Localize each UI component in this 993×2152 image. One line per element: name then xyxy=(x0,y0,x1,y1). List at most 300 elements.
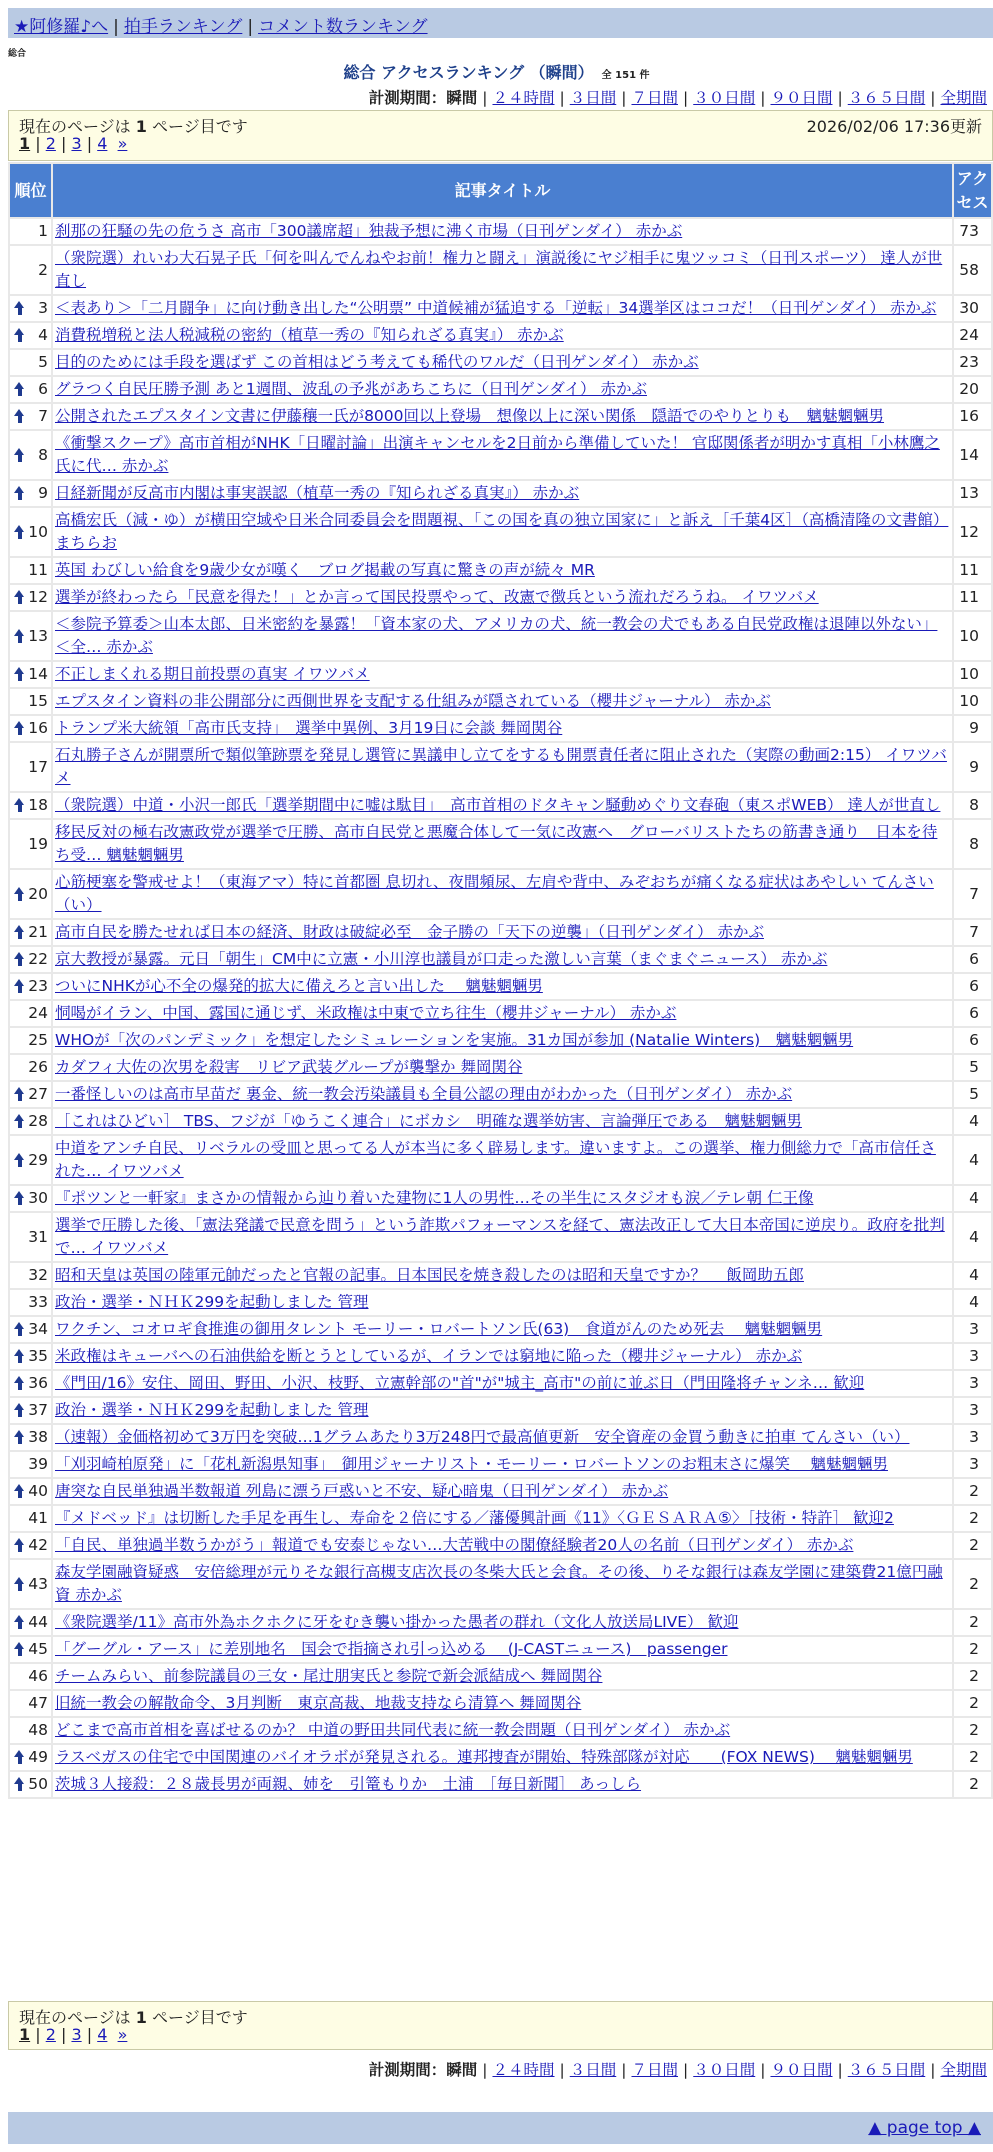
arrow-up-icon xyxy=(14,1484,25,1498)
rank-number: 28 xyxy=(28,1112,48,1130)
period-option-link[interactable]: 全期間 xyxy=(940,89,987,107)
arrow-up-icon xyxy=(14,486,25,500)
rank-cell xyxy=(10,1136,51,1184)
article-link[interactable]: ラスベガスの住宅で中国関連のバイオラボが発見される。連邦捜査が開始、特殊部隊が対応 (FOX NEWS) 魑魅魍魎男 xyxy=(55,1748,913,1766)
title-cell xyxy=(53,1109,952,1134)
table-row xyxy=(10,404,991,429)
article-link[interactable]: 消費税増税と法人税減税の密約（植草一秀の『知られざる真実』） 赤かぶ xyxy=(55,326,564,344)
access-count: 2 xyxy=(954,1718,991,1743)
arrow-up-icon xyxy=(14,1750,25,1764)
rank-number: 14 xyxy=(28,665,48,683)
rank-cell xyxy=(10,1082,51,1107)
arrow-up-icon xyxy=(14,382,25,396)
access-count: 13 xyxy=(954,481,991,506)
arrow-up-icon xyxy=(14,1642,25,1656)
rank-number: 37 xyxy=(28,1401,48,1419)
table-row xyxy=(10,1055,991,1080)
article-link[interactable]: 『メドベッド』は切断した手足を再生し、寿命を２倍にする／藩優興計画《11》〈ＧＥＳＡＲＡ⑤〉［技術・特許］ 歓迎2 xyxy=(55,1509,894,1527)
article-link[interactable]: 唐突な自民単独過半数報道 列島に漂う戸惑いと不安、疑心暗鬼（日刊ゲンダイ） 赤かぶ xyxy=(55,1482,669,1500)
period-option-link[interactable]: ３６５日間 xyxy=(847,89,926,107)
article-link[interactable]: どこまで高市首相を喜ばせるのか？ 中道の野田共同代表に統一教会問題（日刊ゲンダイ） 赤かぶ xyxy=(55,1721,731,1739)
rank-number: 13 xyxy=(28,626,48,645)
article-link[interactable]: （衆院選）れいわ大石晃子氏「何を叫んでんねやお前！権力と闘え」演説後にヤジ相手に鬼ツッコミ（日刊スポーツ） 達人が世直し xyxy=(55,249,943,290)
access-count: 6 xyxy=(954,1028,991,1053)
title-cell xyxy=(53,1772,952,1797)
table-row xyxy=(10,662,991,687)
access-count: 6 xyxy=(954,1001,991,1026)
title-cell xyxy=(53,1506,952,1531)
rank-cell xyxy=(10,1718,51,1743)
rank-number: 2 xyxy=(38,260,48,279)
rank-number: 6 xyxy=(38,380,48,398)
rank-cell xyxy=(10,219,51,244)
period-separator: | xyxy=(559,2061,565,2079)
pager-next-link[interactable]: » xyxy=(117,2025,128,2044)
rank-number: 46 xyxy=(28,1667,48,1685)
title-cell xyxy=(53,743,952,791)
pager-link-4[interactable]: 4 xyxy=(97,2025,108,2044)
article-link[interactable]: 高市自民を勝たせれば日本の経済、財政は破綻必至 金子勝の「天下の逆襲」（日刊ゲンダイ） 赤かぶ xyxy=(55,923,764,941)
rank-cell xyxy=(10,558,51,583)
rank-number: 33 xyxy=(28,1293,48,1311)
rank-number: 34 xyxy=(28,1320,48,1338)
table-row xyxy=(10,296,991,321)
title-cell xyxy=(53,508,952,556)
page-top-link[interactable]: ▲ page top ▲ xyxy=(868,2118,981,2138)
article-link[interactable]: 政治・選挙・ＮＨＫ299を起動しました 管理 xyxy=(55,1401,369,1419)
period-option-link[interactable]: ２４時間 xyxy=(492,89,555,107)
table-row xyxy=(10,1001,991,1026)
pager-next-link[interactable]: » xyxy=(117,134,128,153)
period-current: 瞬間 xyxy=(446,89,478,107)
title-cell xyxy=(53,1637,952,1662)
comment-ranking-link[interactable]: コメント数ランキング xyxy=(258,17,428,37)
period-separator: | xyxy=(837,89,843,107)
page-info-text: 現在のページは 1 ページ目です xyxy=(19,2008,248,2027)
article-link[interactable]: 「刈羽崎柏原発」に「花札新潟県知事」 御用ジャーナリスト・モーリー・ロバートソンのお粗末さに爆笑 魑魅魍魎男 xyxy=(55,1455,888,1473)
access-count: 2 xyxy=(954,1560,991,1608)
period-label: 計測期間： xyxy=(368,2061,447,2079)
table-row xyxy=(10,920,991,945)
article-link[interactable]: ＜表あり＞「二月闘争」に向け動き出した“公明票” 中道候補が猛追する「逆転」34選挙区はココだ！（日刊ゲンダイ） 赤かぶ xyxy=(55,299,937,317)
rank-cell xyxy=(10,377,51,402)
rank-cell xyxy=(10,1610,51,1635)
table-row xyxy=(10,716,991,741)
table-row xyxy=(10,1398,991,1423)
title-cell xyxy=(53,1718,952,1743)
item-count: 全 151 件 xyxy=(601,70,650,81)
article-link[interactable]: 石丸勝子さんが開票所で類似筆跡票を発見し選管に異議申し立てをするも開票責任者に阻止された（実際の動画2:15） イワツバメ xyxy=(55,746,947,787)
home-link[interactable]: ★阿修羅♪へ xyxy=(14,17,109,37)
access-count: 9 xyxy=(954,716,991,741)
access-count: 2 xyxy=(954,1533,991,1558)
rank-number: 21 xyxy=(28,923,48,941)
period-option-link[interactable]: 全期間 xyxy=(940,2061,987,2079)
period-selector-top xyxy=(369,86,987,108)
col-rank-header: 順位 xyxy=(10,164,51,217)
rank-number: 24 xyxy=(28,1004,48,1022)
access-count: 10 xyxy=(954,612,991,660)
arrow-up-icon xyxy=(14,1376,25,1390)
article-link[interactable]: ［これはひどい］ TBS、フジが「ゆうこく連合」にボカシ 明確な選挙妨害、言論弾圧である 魑魅魍魎男 xyxy=(55,1112,802,1130)
rank-cell xyxy=(10,662,51,687)
arrow-up-icon xyxy=(14,979,25,993)
arrow-up-icon xyxy=(14,887,25,901)
article-link[interactable]: ＜参院予算委＞山本太郎、日米密約を暴露！「資本家の犬、アメリカの犬、統一教会の犬でもある自民党政権は退陣以外ない」＜全… 赤かぶ xyxy=(55,615,938,656)
page-info-text: 現在のページは 1 ページ目です xyxy=(19,117,248,136)
title-cell xyxy=(53,323,952,348)
article-link[interactable]: 一番怪しいのは高市早苗だ 裏金、統一教会汚染議員も全員公認の理由がわかった（日刊ゲンダイ） 赤かぶ xyxy=(55,1085,793,1103)
arrow-up-icon xyxy=(14,590,25,604)
access-count: 5 xyxy=(954,1055,991,1080)
article-link[interactable]: 不正しまくれる期日前投票の真実 イワツバメ xyxy=(55,665,370,683)
rank-cell xyxy=(10,820,51,868)
rank-cell xyxy=(10,350,51,375)
access-count: 10 xyxy=(954,662,991,687)
period-separator: | xyxy=(760,89,766,107)
article-link[interactable]: （衆院選）中道・小沢一郎氏「選挙期間中に嘘は駄目」 高市首相のドタキャン騒動めぐり文春砲（東スポWEB） 達人が世直し xyxy=(55,796,941,814)
title-cell xyxy=(53,219,952,244)
rank-number: 29 xyxy=(28,1150,48,1169)
article-link[interactable]: 目的のためには手段を選ばず この首相はどう考えても稀代のワルだ（日刊ゲンダイ） 赤かぶ xyxy=(55,353,699,371)
period-option-link[interactable]: ９０日間 xyxy=(770,2061,833,2079)
pager-link-3[interactable]: 3 xyxy=(71,2025,82,2044)
access-count: 2 xyxy=(954,1479,991,1504)
rank-number: 4 xyxy=(38,326,48,344)
period-separator: | xyxy=(930,89,936,107)
access-count: 14 xyxy=(954,431,991,479)
access-count: 8 xyxy=(954,793,991,818)
title-cell xyxy=(53,1479,952,1504)
rank-cell xyxy=(10,1001,51,1026)
table-row xyxy=(10,1506,991,1531)
access-count: 58 xyxy=(954,246,991,294)
rank-number: 32 xyxy=(28,1266,48,1284)
arrow-up-icon xyxy=(14,721,25,735)
table-row xyxy=(10,1425,991,1450)
title-cell xyxy=(53,296,952,321)
rank-cell xyxy=(10,404,51,429)
rank-number: 17 xyxy=(28,757,48,776)
table-row xyxy=(10,377,991,402)
rank-number: 39 xyxy=(28,1455,48,1473)
article-link[interactable]: （速報）金価格初めて3万円を突破…1グラムあたり3万248円で最高値更新 安全資産の金買う動きに拍車 てんさい（い） xyxy=(55,1428,910,1446)
title-cell xyxy=(53,1533,952,1558)
arrow-up-icon xyxy=(14,952,25,966)
period-separator: | xyxy=(930,2061,936,2079)
rank-number: 1 xyxy=(38,222,48,240)
arrow-up-icon xyxy=(14,1777,25,1791)
pager-current: 1 xyxy=(19,2025,31,2044)
access-count: 3 xyxy=(954,1452,991,1477)
article-link[interactable]: 高橋宏氏（減・ゆ）が横田空域や日米合同委員会を問題視、「この国を真の独立国家に」と訴え［千葉4区］（高橋清隆の文書館） まちらお xyxy=(55,511,949,552)
rank-cell xyxy=(10,246,51,294)
period-option-link[interactable]: ７日間 xyxy=(631,89,678,107)
article-link[interactable]: 心筋梗塞を警戒せよ！（東海アマ）特に首都圏 息切れ、夜間頻尿、左肩や背中、みぞおちが痛くなる症状はあやしい てんさい（い） xyxy=(55,873,934,914)
article-link[interactable]: 《衆院選挙/11》高市外為ホクホクに牙をむき襲い掛かった愚者の群れ（文化人放送局LIVE） 歓迎 xyxy=(55,1613,739,1631)
period-separator: | xyxy=(683,89,689,107)
table-row xyxy=(10,974,991,999)
article-link[interactable]: ついにNHKが心不全の爆発的拡大に備えろと言い出した 魑魅魍魎男 xyxy=(55,977,543,995)
access-count: 2 xyxy=(954,1637,991,1662)
table-row xyxy=(10,1560,991,1608)
access-count: 2 xyxy=(954,1610,991,1635)
arrow-up-icon xyxy=(14,1114,25,1128)
arrow-up-icon xyxy=(14,925,25,939)
title-cell xyxy=(53,1691,952,1716)
table-row xyxy=(10,1263,991,1288)
article-link[interactable]: カダフィ大佐の次男を殺害 リビア武装グループが襲撃か 舞岡関谷 xyxy=(55,1058,523,1076)
article-link[interactable]: 昭和天皇は英国の陸軍元帥だったと官報の記事。日本国民を焼き殺したのは昭和天皇ですか？ 飯岡助五郎 xyxy=(55,1266,804,1284)
article-link[interactable]: 中道をアンチ自民、リベラルの受皿と思ってる人が本当に多く辟易します。違いますよ。この選挙、権力側総力で「高市信任された… イワツバメ xyxy=(55,1139,936,1180)
period-option-link[interactable]: ３０日間 xyxy=(693,89,756,107)
article-link[interactable]: 京大教授が暴露。元日「朝生」CM中に立憲・小川淳也議員が口走った激しい言葉（まぐまぐニュース） 赤かぶ xyxy=(55,950,828,968)
article-link[interactable]: 選挙で圧勝した後、「憲法発議で民意を問う」という詐欺パフォーマンスを経て、憲法改正して大日本帝国に逆戻り。政府を批判で… イワツバメ xyxy=(55,1216,945,1257)
rank-cell xyxy=(10,1637,51,1662)
rank-number: 40 xyxy=(28,1482,48,1500)
clap-ranking-link[interactable]: 拍手ランキング xyxy=(123,17,243,37)
title-cell xyxy=(53,612,952,660)
title-cell xyxy=(53,1186,952,1211)
top-nav-bar xyxy=(8,8,993,38)
access-count: 73 xyxy=(954,219,991,244)
rank-cell xyxy=(10,1290,51,1315)
title-cell xyxy=(53,1290,952,1315)
access-count: 4 xyxy=(954,1109,991,1134)
rank-number: 12 xyxy=(28,588,48,606)
table-row xyxy=(10,1745,991,1770)
rank-cell xyxy=(10,323,51,348)
access-count: 24 xyxy=(954,323,991,348)
rank-cell xyxy=(10,716,51,741)
pager-top: 1 | 2 | 3 | 4 » xyxy=(19,134,128,153)
col-access-header: アクセス xyxy=(954,164,991,217)
rank-number: 11 xyxy=(28,561,48,579)
pager-current: 1 xyxy=(19,134,31,153)
page-info-box-top xyxy=(8,110,993,161)
pager-link-2[interactable]: 2 xyxy=(45,134,56,153)
rank-cell xyxy=(10,974,51,999)
period-separator: | xyxy=(482,2061,488,2079)
article-link[interactable]: 選挙が終わったら「民意を得た！」とか言って国民投票やって、改憲で徴兵という流れだろうね。 イワツバメ xyxy=(55,588,819,606)
table-row xyxy=(10,585,991,610)
period-option-link[interactable]: ９０日間 xyxy=(770,89,833,107)
table-row xyxy=(10,820,991,868)
arrow-up-icon xyxy=(14,629,25,643)
rank-cell xyxy=(10,743,51,791)
rank-cell xyxy=(10,1452,51,1477)
article-link[interactable]: 森友学園融資疑惑 安倍総理が元りそな銀行高槻支店次長の冬柴大氏と会食。その後、りそな銀行は森友学園に建築費21億円融資 赤かぶ xyxy=(55,1563,943,1604)
table-row xyxy=(10,1533,991,1558)
table-row xyxy=(10,743,991,791)
period-option-link[interactable]: ２４時間 xyxy=(492,2061,555,2079)
table-row xyxy=(10,1136,991,1184)
access-count: 6 xyxy=(954,974,991,999)
table-row xyxy=(10,1317,991,1342)
rank-number: 41 xyxy=(28,1509,48,1527)
title-cell xyxy=(53,920,952,945)
rank-number: 20 xyxy=(28,884,48,903)
period-option-link[interactable]: ３日間 xyxy=(569,89,617,107)
title-cell xyxy=(53,1055,952,1080)
article-link[interactable]: 《門田/16》安住、岡田、野田、小沢、枝野、立憲幹部の"首"が"城主_高市"の前に並ぶ日（門田隆将チャンネ… 歓迎 xyxy=(55,1374,865,1392)
table-row xyxy=(10,1610,991,1635)
access-count: 4 xyxy=(954,1213,991,1261)
access-count: 20 xyxy=(954,377,991,402)
article-link[interactable]: 《衝撃スクープ》高市首相がNHK「日曜討論」出演キャンセルを2日前から準備していた！ 官邸関係者が明かす真相「小林鷹之氏に代… 赤かぶ xyxy=(55,434,940,475)
rank-number: 7 xyxy=(38,407,48,425)
article-link[interactable]: 旧統一教会の解散命令、3月判断 東京高裁、地裁支持なら清算へ 舞岡関谷 xyxy=(55,1694,582,1712)
arrow-up-icon xyxy=(14,798,25,812)
access-count: 3 xyxy=(954,1317,991,1342)
pager-link-3[interactable]: 3 xyxy=(71,134,82,153)
bottom-bar xyxy=(8,2112,993,2144)
access-count: 3 xyxy=(954,1398,991,1423)
article-link[interactable]: 公開されたエプスタイン文書に伊藤穰一氏が8000回以上登場 想像以上に深い関係 隠語でのやりとりも 魑魅魍魎男 xyxy=(55,407,885,425)
title-cell xyxy=(53,1664,952,1689)
rank-number: 16 xyxy=(28,719,48,737)
arrow-up-icon xyxy=(14,1087,25,1101)
title-cell xyxy=(53,377,952,402)
article-link[interactable]: ワクチン、コオロギ食推進の御用タレント モーリー・ロバートソン氏(63) 食道がんのため死去 魑魅魍魎男 xyxy=(55,1320,823,1338)
pager-link-2[interactable]: 2 xyxy=(45,2025,56,2044)
article-link[interactable]: WHOが「次のパンデミック」を想定したシミュレーションを実施。31カ国が参加 (Natalie Winters) 魑魅魍魎男 xyxy=(55,1031,854,1049)
article-link[interactable]: 日経新聞が反高市内閣は事実誤認（植草一秀の『知られざる真実』） 赤かぶ xyxy=(55,484,580,502)
title-cell xyxy=(53,1610,952,1635)
access-count: 2 xyxy=(954,1691,991,1716)
period-option-link[interactable]: ３０日間 xyxy=(693,2061,756,2079)
title-cell xyxy=(53,1001,952,1026)
rank-cell xyxy=(10,431,51,479)
access-count: 6 xyxy=(954,947,991,972)
period-option-link[interactable]: ３６５日間 xyxy=(847,2061,926,2079)
title-cell xyxy=(53,1213,952,1261)
rank-cell xyxy=(10,689,51,714)
arrow-up-icon xyxy=(14,1615,25,1629)
page-info-box-bottom xyxy=(8,2001,993,2050)
table-row xyxy=(10,1637,991,1662)
rank-number: 47 xyxy=(28,1694,48,1712)
access-count: 10 xyxy=(954,689,991,714)
access-count: 23 xyxy=(954,350,991,375)
article-link[interactable]: 米政権はキューバへの石油供給を断とうとしているが、イランでは窮地に陥った（櫻井ジャーナル） 赤かぶ xyxy=(55,1347,803,1365)
title-cell xyxy=(53,1425,952,1450)
section-tag: 総合 xyxy=(8,49,27,59)
article-link[interactable]: チームみらい、前参院議員の三女・尾辻朋実氏と参院で新会派結成へ 舞岡関谷 xyxy=(55,1667,603,1685)
period-option-link[interactable]: ７日間 xyxy=(631,2061,678,2079)
arrow-up-icon xyxy=(14,1403,25,1417)
rank-number: 45 xyxy=(28,1640,48,1658)
article-link[interactable]: グラつく自民圧勝予測 あと1週間、波乱の予兆があちこちに（日刊ゲンダイ） 赤かぶ xyxy=(55,380,647,398)
access-count: 4 xyxy=(954,1186,991,1211)
article-link[interactable]: 恫喝がイラン、中国、露国に通じず、米政権は中東で立ち往生（櫻井ジャーナル） 赤かぶ xyxy=(55,1004,677,1022)
rank-number: 5 xyxy=(38,353,48,371)
pager-link-4[interactable]: 4 xyxy=(97,134,108,153)
rank-number: 19 xyxy=(28,834,48,853)
rank-cell xyxy=(10,920,51,945)
rank-number: 50 xyxy=(28,1775,48,1793)
article-link[interactable]: 移民反対の極右改憲政党が選挙で圧勝、高市自民党と悪魔合体して一気に改憲へ グローバリストたちの筋書き通り 日本を待ち受… 魑魅魍魎男 xyxy=(55,823,938,864)
arrow-up-icon xyxy=(14,1430,25,1444)
article-link[interactable]: 刹那の狂騒の先の危うさ 高市「300議席超」独裁予想に沸く市場（日刊ゲンダイ） 赤かぶ xyxy=(55,222,683,240)
period-option-link[interactable]: ３日間 xyxy=(569,2061,617,2079)
access-count: 5 xyxy=(954,1082,991,1107)
rank-number: 23 xyxy=(28,977,48,995)
ranking-table xyxy=(8,162,993,1799)
title-cell xyxy=(53,716,952,741)
rank-cell xyxy=(10,1691,51,1716)
article-link[interactable]: 『ポツンと一軒家』まさかの情報から辿り着いた建物に1人の男性…その半生にスタジオも涙／テレ朝 仁王像 xyxy=(55,1189,814,1207)
title-cell xyxy=(53,1082,952,1107)
article-link[interactable]: 政治・選挙・ＮＨＫ299を起動しました 管理 xyxy=(55,1293,369,1311)
access-count: 4 xyxy=(954,1263,991,1288)
period-separator: | xyxy=(760,2061,766,2079)
rank-number: 38 xyxy=(28,1428,48,1446)
access-count: 2 xyxy=(954,1745,991,1770)
access-count: 4 xyxy=(954,1136,991,1184)
rank-number: 43 xyxy=(28,1574,48,1593)
rank-cell xyxy=(10,1028,51,1053)
period-label: 計測期間： xyxy=(368,89,447,107)
table-row xyxy=(10,1344,991,1369)
rank-number: 25 xyxy=(28,1031,48,1049)
period-selector-bottom xyxy=(369,2058,987,2080)
rank-cell xyxy=(10,1055,51,1080)
rank-cell xyxy=(10,1745,51,1770)
table-row xyxy=(10,1371,991,1396)
rank-cell xyxy=(10,296,51,321)
table-row xyxy=(10,558,991,583)
rank-number: 42 xyxy=(28,1536,48,1554)
rank-cell xyxy=(10,481,51,506)
page-title xyxy=(0,60,993,83)
table-row xyxy=(10,431,991,479)
article-link[interactable]: 茨城３人接殺：２８歳長男が両親、姉を 引篭もりか 土浦 ［毎日新聞］ あっしら xyxy=(55,1775,642,1793)
rank-cell xyxy=(10,1109,51,1134)
table-row xyxy=(10,1691,991,1716)
table-row xyxy=(10,1186,991,1211)
rank-number: 3 xyxy=(38,299,48,317)
title-cell xyxy=(53,1745,952,1770)
table-row xyxy=(10,1213,991,1261)
pager-bottom: 1 | 2 | 3 | 4 » xyxy=(19,2025,128,2044)
period-separator: | xyxy=(482,89,488,107)
article-link[interactable]: 「グーグル・アース」に差別地名 国会で指摘され引っ込める (J-CASTニュース) passenger xyxy=(55,1640,728,1658)
access-count: 4 xyxy=(954,1290,991,1315)
title-cell xyxy=(53,1398,952,1423)
access-count: 2 xyxy=(954,1664,991,1689)
article-link[interactable]: エプスタイン資料の非公開部分に西側世界を支配する仕組みが隠されている（櫻井ジャーナル） 赤かぶ xyxy=(55,692,771,710)
rank-number: 18 xyxy=(28,796,48,814)
access-count: 11 xyxy=(954,558,991,583)
title-cell xyxy=(53,689,952,714)
arrow-up-icon xyxy=(14,301,25,315)
nav-separator: | xyxy=(113,17,119,37)
access-count: 3 xyxy=(954,1371,991,1396)
rank-number: 44 xyxy=(28,1613,48,1631)
article-link[interactable]: 「自民、単独過半数うかがう」報道でも安泰じゃない…大苦戦中の閣僚経験者20人の名前（日刊ゲンダイ） 赤かぶ xyxy=(55,1536,854,1554)
table-row xyxy=(10,1290,991,1315)
title-cell xyxy=(53,870,952,918)
article-link[interactable]: 英国 わびしい給食を9歳少女が嘆く ブログ掲載の写真に驚きの声が続々 MR xyxy=(55,561,595,579)
article-link[interactable]: トランプ米大統領「高市氏支持」 選挙中異例、3月19日に会談 舞岡関谷 xyxy=(55,719,563,737)
access-count: 3 xyxy=(954,1425,991,1450)
table-row xyxy=(10,1664,991,1689)
title-cell xyxy=(53,1560,952,1608)
access-count: 11 xyxy=(954,585,991,610)
arrow-up-icon xyxy=(14,1538,25,1552)
title-cell xyxy=(53,1028,952,1053)
